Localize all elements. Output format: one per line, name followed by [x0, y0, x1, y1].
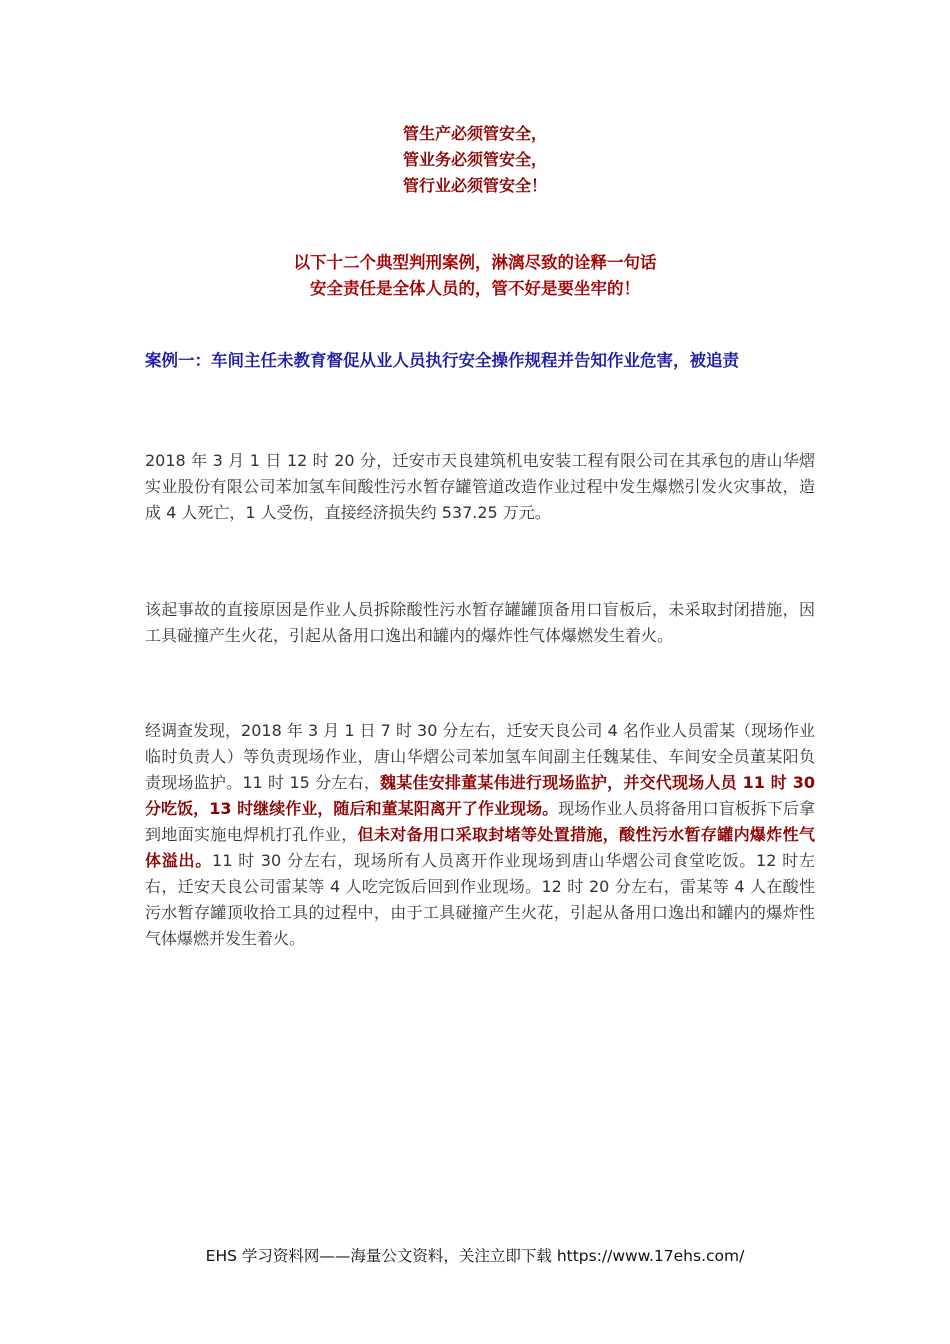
- paragraph-text: 现场作业人员将备用口盲板拆下后拿到地面实施电焊机打孔作业，: [145, 799, 815, 844]
- motto-line: 管行业必须管安全！: [402, 176, 547, 195]
- headline-line: 安全责任是全体人员的，管不好是要坐牢的！: [310, 279, 640, 298]
- paragraph-text: 11 时 30 分左右，现场所有人员离开作业现场到唐山华熠公司食堂吃饭。12 时左右，迁安天良公司雷某等 4 人吃完饭后回到作业现场。12 时 20 分左右，雷某等 4 人在酸性污水暂存罐顶收拾工具的过程中，由于工具碰撞产生火花，引起从备用口逸出和罐内的爆炸性气体爆燃并发生着火。: [145, 851, 815, 948]
- case-paragraph-1: 2018 年 3 月 1 日 12 时 20 分，迁安市天良建筑机电安装工程有限公司在其承包的唐山华熠实业股份有限公司苯加氢车间酸性污水暂存罐管道改造作业过程中发生爆燃引发火灾事故，造成 4 人死亡，1 人受伤，直接经济损失约 537.25 万元。: [145, 451, 815, 522]
- motto-line: 管业务必须管安全，: [402, 150, 547, 169]
- footer-watermark: EHS 学习资料网——海量公文资料，关注立即下载 https://www.17ehs.com/: [205, 1247, 745, 1265]
- motto-block: [0, 121, 950, 199]
- emphasized-text: 魏某佳安排董某伟进行现场监护，并交代现场人员 11 时 30 分吃饭，13 时继续作业，随后和董某阳离开了作业现场。: [145, 773, 815, 818]
- case-paragraph-2: 该起事故的直接原因是作业人员拆除酸性污水暂存罐罐顶备用口盲板后，未采取封闭措施，因工具碰撞产生火花，引起从备用口逸出和罐内的爆炸性气体爆燃发生着火。: [145, 600, 815, 645]
- headline-block: [0, 250, 950, 302]
- case-paragraph-3: [145, 718, 815, 952]
- case-title: 案例一：车间主任未教育督促从业人员执行安全操作规程并告知作业危害，被追责: [145, 351, 739, 370]
- emphasized-text: 但未对备用口采取封堵等处置措施，酸性污水暂存罐内爆炸性气体溢出。: [145, 825, 815, 870]
- motto-line: 管生产必须管安全，: [402, 124, 547, 143]
- paragraph-text: 经调查发现，2018 年 3 月 1 日 7 时 30 分左右，迁安天良公司 4 名作业人员雷某（现场作业临时负责人）等负责现场作业，唐山华熠公司苯加氢车间副主任魏某佳、车间安全员董某阳负责现场监护。11 时 15 分左右，: [145, 721, 815, 792]
- headline-line: 以下十二个典型判刑案例，淋漓尽致的诠释一句话: [293, 253, 657, 272]
